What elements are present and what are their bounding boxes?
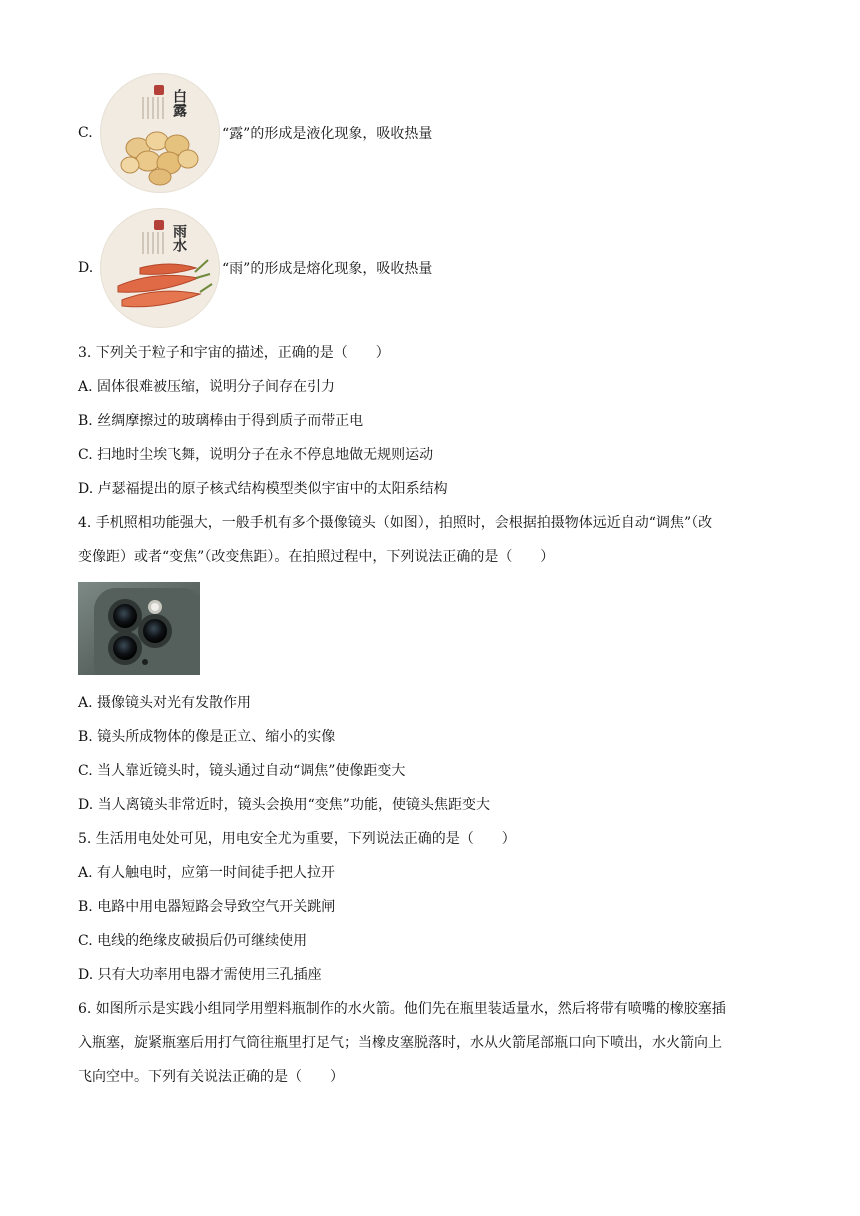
q5-option-c: C. 电线的绝缘皮破损后仍可继续使用 <box>78 933 308 949</box>
question-6-line-1: 6. 如图所示是实践小组同学用塑料瓶制作的水火箭。他们先在瓶里装适量水，然后将带有喷嘴的橡胶塞插 <box>78 1001 726 1017</box>
q4-option-a: A. 摄像镜头对光有发散作用 <box>78 695 252 711</box>
white-dew-image <box>100 73 220 193</box>
question-3-stem: 3. 下列关于粒子和宇宙的描述，正确的是（ ） <box>78 345 390 361</box>
q3-option-a: A. 固体很难被压缩，说明分子间存在引力 <box>78 379 336 395</box>
q3-option-c: C. 扫地时尘埃飞舞，说明分子在永不停息地做无规则运动 <box>78 447 434 463</box>
option-letter: D. <box>78 260 94 276</box>
solar-term-title: 白露 <box>171 89 187 117</box>
option-c-row <box>78 73 432 193</box>
q5-option-d: D. 只有大功率用电器才需使用三孔插座 <box>78 967 322 983</box>
option-letter: C. <box>78 125 93 141</box>
question-6-line-3: 飞向空中。下列有关说法正确的是（ ） <box>78 1069 344 1085</box>
solar-term-title: 雨水 <box>171 224 187 252</box>
q5-option-a: A. 有人触电时，应第一时间徒手把人拉开 <box>78 865 336 881</box>
option-d-row <box>78 208 432 328</box>
q4-option-d: D. 当人离镜头非常近时，镜头会换用“变焦”功能，使镜头焦距变大 <box>78 797 490 813</box>
carrots-illustration <box>100 208 220 328</box>
potatoes-illustration <box>100 73 220 193</box>
question-6-line-2: 入瓶塞，旋紧瓶塞后用打气筒往瓶里打足气；当橡皮塞脱落时，水从火箭尾部瓶口向下喷出，水火箭向上 <box>78 1035 722 1051</box>
q3-option-d: D. 卢瑟福提出的原子核式结构模型类似宇宙中的太阳系结构 <box>78 481 448 497</box>
q5-option-b: B. 电路中用电器短路会导致空气开关跳闸 <box>78 899 336 915</box>
question-4-stem-line-2: 变像距）或者“变焦”（改变焦距）。在拍照过程中，下列说法正确的是（ ） <box>78 549 555 565</box>
q4-option-b: B. 镜头所成物体的像是正立、缩小的实像 <box>78 729 336 745</box>
q3-option-b: B. 丝绸摩擦过的玻璃棒由于得到质子而带正电 <box>78 413 364 429</box>
question-5-stem: 5. 生活用电处处可见，用电安全尤为重要，下列说法正确的是（ ） <box>78 831 516 847</box>
rain-water-image <box>100 208 220 328</box>
option-text: “露”的形成是液化现象，吸收热量 <box>222 126 433 142</box>
q4-option-c: C. 当人靠近镜头时，镜头通过自动“调焦”使像距变大 <box>78 763 406 779</box>
phone-camera-image <box>78 582 200 675</box>
question-4-stem-line-1: 4. 手机照相功能强大，一般手机有多个摄像镜头（如图），拍照时，会根据拍摄物体远近自动“调焦”（改 <box>78 515 713 531</box>
option-text: “雨”的形成是熔化现象，吸收热量 <box>222 261 433 277</box>
